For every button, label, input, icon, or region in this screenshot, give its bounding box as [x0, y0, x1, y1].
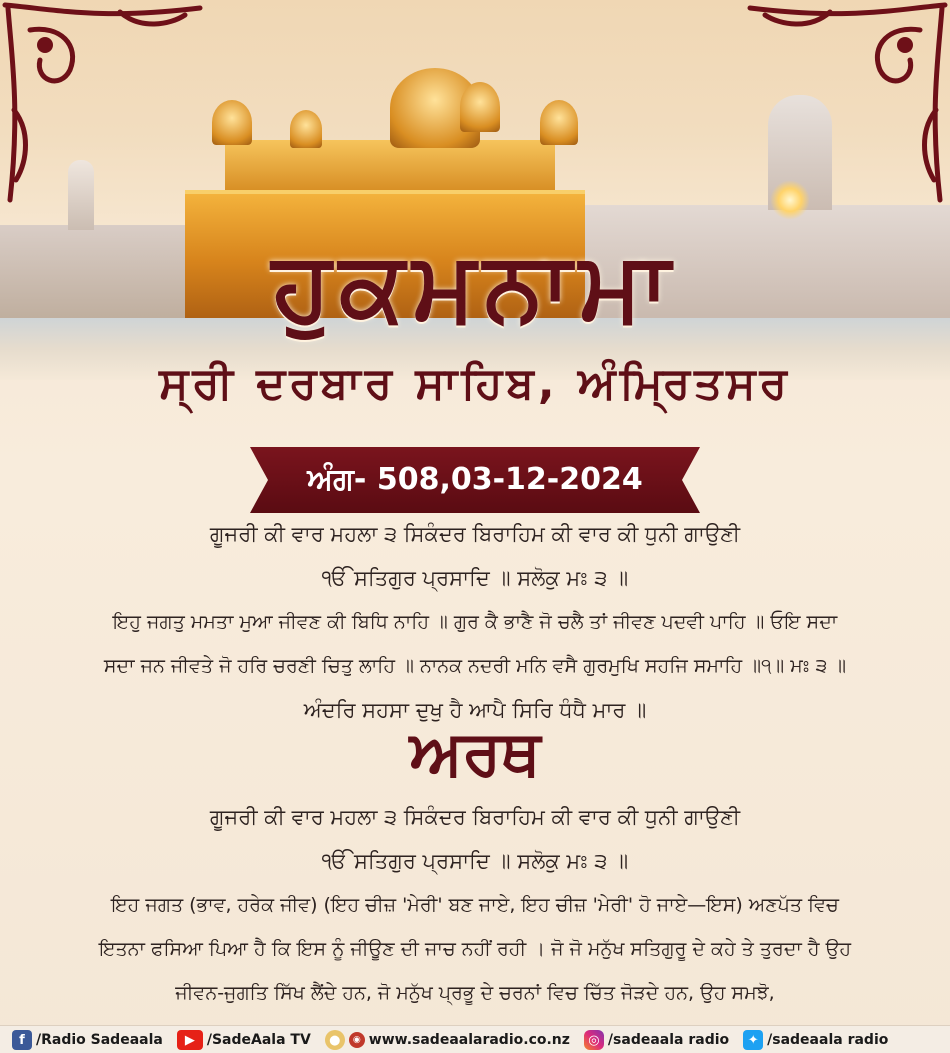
- darbar-sahib-subtitle: ਸ੍ਰੀ ਦਰਬਾਰ ਸਾਹਿਬ, ਅੰਮ੍ਰਿਤਸਰ: [159, 358, 791, 409]
- facebook-icon: f: [12, 1030, 32, 1050]
- facebook-handle: /Radio Sadeaala: [36, 1032, 163, 1048]
- radio-logo-icon: ●: [325, 1030, 345, 1050]
- youtube-link[interactable]: [177, 1030, 311, 1050]
- twitter-handle: /sadeaala radio: [767, 1032, 889, 1048]
- arth-heading: ਅਰਥ: [409, 716, 541, 789]
- hukam-line: ਅੰਦਰਿ ਸਹਸਾ ਦੁਖੁ ਹੈ ਆਪੈ ਸਿਰਿ ਧੰਧੈ ਮਾਰ ॥: [303, 698, 647, 722]
- social-footer: [0, 1025, 950, 1053]
- facebook-link[interactable]: [12, 1030, 163, 1050]
- arth-line: ਜੀਵਨ-ਜੁਗਤਿ ਸਿੱਖ ਲੈਂਦੇ ਹਨ, ਜੋ ਮਨੁੱਖ ਪ੍ਰਭੂ ਦੇ ਚਰਨਾਂ ਵਿਚ ਚਿੱਤ ਜੋੜਦੇ ਹਨ, ਉਹ ਸਮਝੋ,: [175, 982, 775, 1004]
- hukam-line: ਸਦਾ ਜਨ ਜੀਵਤੇ ਜੋ ਹਰਿ ਚਰਣੀ ਚਿਤੁ ਲਾਹਿ ॥ ਨਾਨਕ ਨਦਰੀ ਮਨਿ ਵਸੈ ਗੁਰਮੁਖਿ ਸਹਜਿ ਸਮਾਹਿ ॥੧॥ ਮਃ ੩ ॥: [103, 655, 847, 677]
- hukamnama-title: ਹੁਕਮਨਾਮਾ: [272, 230, 678, 342]
- youtube-handle: /SadeAala TV: [206, 1032, 311, 1048]
- arth-line: ਗੂਜਰੀ ਕੀ ਵਾਰ ਮਹਲਾ ੩ ਸਿਕੰਦਰ ਬਿਰਾਹਿਮ ਕੀ ਵਾਰ ਕੀ ਧੁਨੀ ਗਾਉਣੀ: [209, 805, 741, 829]
- hukam-line: ੴ ਸਤਿਗੁਰ ਪ੍ਰਸਾਦਿ ॥ ਸਲੋਕੁ ਮਃ ੩ ॥: [321, 566, 629, 590]
- hukam-line: ਗੂਜਰੀ ਕੀ ਵਾਰ ਮਹਲਾ ੩ ਸਿਕੰਦਰ ਬਿਰਾਹਿਮ ਕੀ ਵਾਰ ਕੀ ਧੁਨੀ ਗਾਉਣੀ: [209, 522, 741, 546]
- ang-date-text: ਅੰਗ- 508,03-12-2024: [307, 462, 643, 497]
- instagram-handle: /sadeaala radio: [607, 1032, 730, 1048]
- twitter-link[interactable]: [743, 1030, 888, 1050]
- twitter-icon: ✦: [743, 1030, 763, 1050]
- instagram-icon: ◎: [584, 1030, 604, 1050]
- corner-ornament-left-icon: [0, 0, 210, 210]
- website-link[interactable]: [325, 1030, 570, 1050]
- arth-line: ਇਤਨਾ ਫਸਿਆ ਪਿਆ ਹੈ ਕਿ ਇਸ ਨੂੰ ਜੀਊਣ ਦੀ ਜਾਚ ਨਹੀਂ ਰਹੀ । ਜੋ ਜੋ ਮਨੁੱਖ ਸਤਿਗੁਰੂ ਦੇ ਕਹੇ ਤੇ ਤੁਰਦਾ ਹੈ ਉਹ: [99, 938, 851, 960]
- instagram-link[interactable]: [584, 1030, 729, 1050]
- corner-ornament-right-icon: [740, 0, 950, 210]
- arth-line: ਇਹ ਜਗਤ (ਭਾਵ, ਹਰੇਕ ਜੀਵ) (ਇਹ ਚੀਜ਼ 'ਮੇਰੀ' ਬਣ ਜਾਏ, ਇਹ ਚੀਜ਼ 'ਮੇਰੀ' ਹੋ ਜਾਏ—ਇਸ) ਅਣਪੱਤ ਵਿਚ: [111, 894, 839, 916]
- website-url: www.sadeaalaradio.co.nz: [368, 1032, 570, 1048]
- ang-date-ribbon: [250, 447, 700, 513]
- hukamnama-text: [20, 512, 930, 732]
- radio-icon: ◉: [349, 1032, 365, 1048]
- arth-line: ੴ ਸਤਿਗੁਰ ਪ੍ਰਸਾਦਿ ॥ ਸਲੋਕੁ ਮਃ ੩ ॥: [321, 849, 629, 873]
- hukam-line: ਇਹੁ ਜਗਤੁ ਮਮਤਾ ਮੁਆ ਜੀਵਣ ਕੀ ਬਿਧਿ ਨਾਹਿ ॥ ਗੁਰ ਕੈ ਭਾਣੈ ਜੋ ਚਲੈ ਤਾਂ ਜੀਵਣ ਪਦਵੀ ਪਾਹਿ ॥ ਓਇ ਸਦਾ: [112, 611, 838, 633]
- youtube-icon: ▶: [177, 1030, 203, 1050]
- arth-text: [20, 795, 930, 1015]
